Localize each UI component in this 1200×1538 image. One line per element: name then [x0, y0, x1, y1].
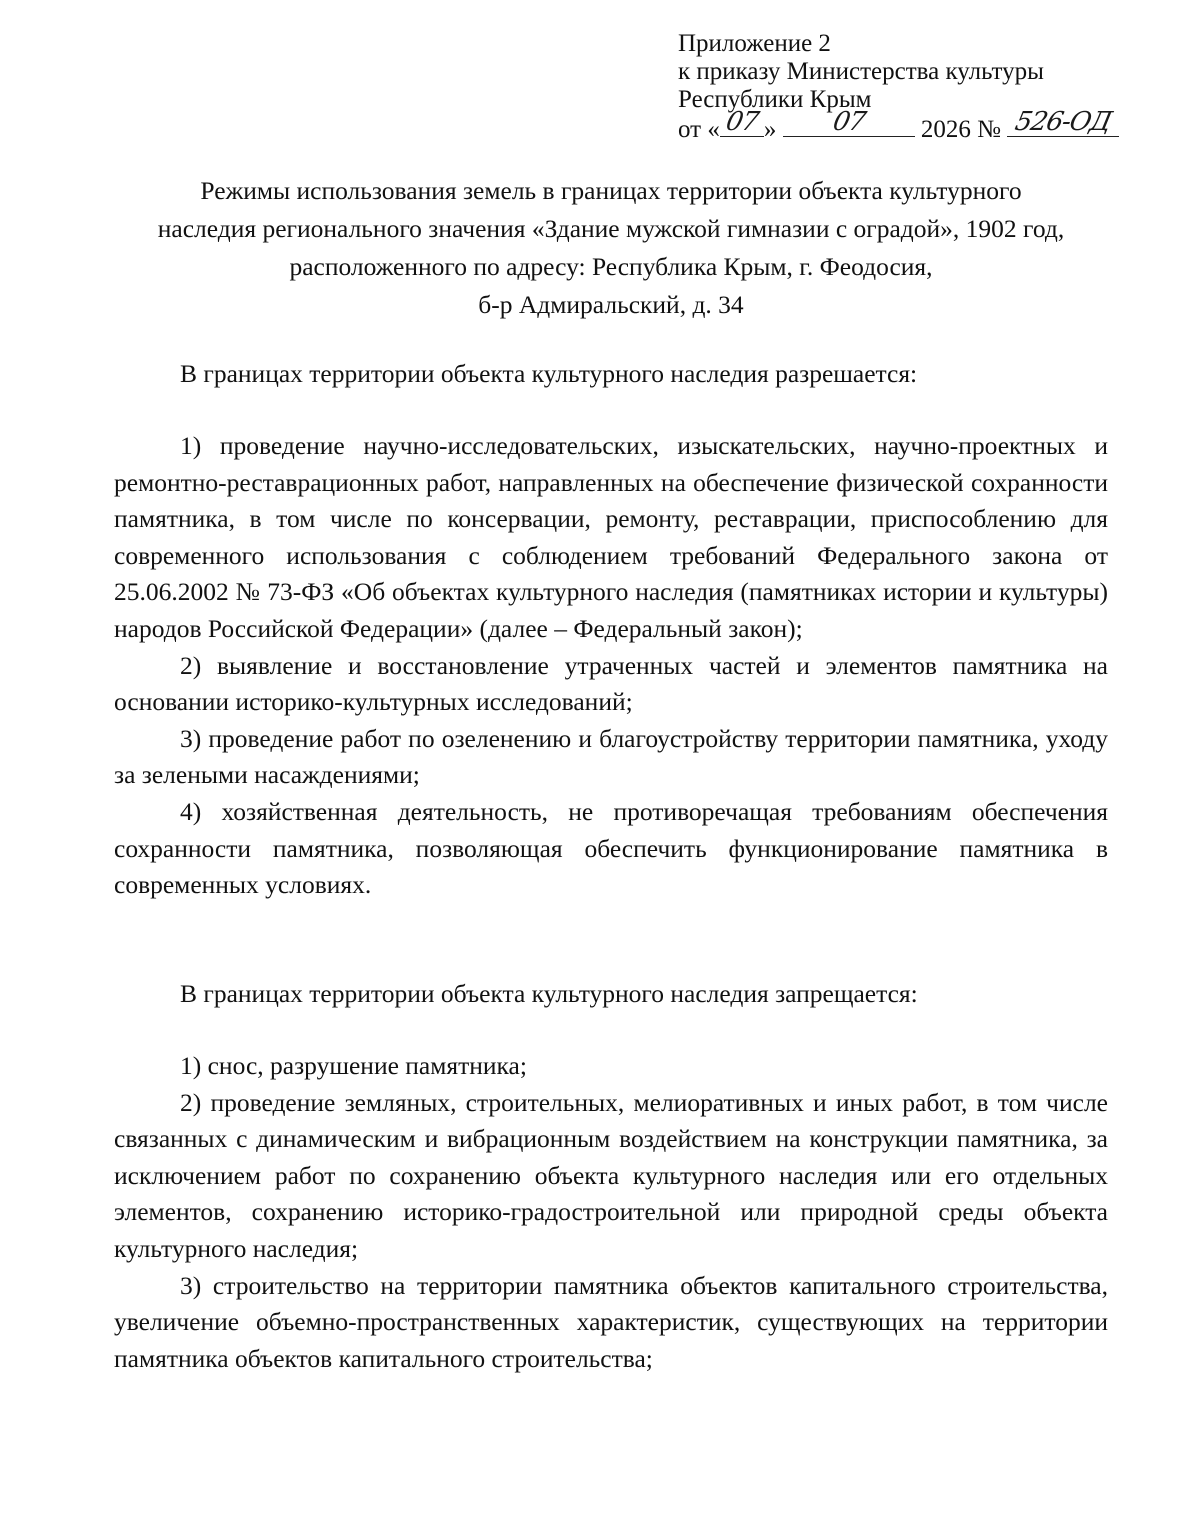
day-suffix: » [763, 116, 777, 143]
ministry-region: Республики Крым [678, 86, 872, 113]
title-line-2: наследия регионального значения «Здание мужской гимназии с оградой», 1902 год, [157, 214, 1065, 243]
forbidden-item-1: 1) снос, разрушение памятника; [180, 1051, 527, 1080]
order-reference: к приказу Министерства культуры [678, 58, 1044, 85]
appendix-label: Приложение 2 [678, 30, 831, 57]
forbidden-item-2: 2) проведение земляных, строительных, мелиоративных и иных работ, в том числе связанных с динамическим и вибрационным воздействием на конструкции памятника, за исключением работ по сохранению объекта культурного наследия или его отдельных элементов, сохранению историко-градостроительной или природной среды объекта культурного наследия; [114, 1087, 1108, 1263]
order-date-line [678, 107, 1148, 144]
allowed-list [114, 428, 1108, 904]
allowed-item-1: 1) проведение научно-исследовательских, изыскательских, научно-проектных и ремонтно-реставрационных работ, направленных на обеспечение физической сохранности памятника, в том числе по консервации, ремонту, реставрации, приспособлению для современного использования с соблюдением требований Федерального закона от 25.06.2002 № 73-ФЗ «Об объектах культурного наследия (памятниках истории и культуры) народов Российской Федерации» (далее – Федеральный закон); [114, 431, 1108, 643]
order-number-blank [1007, 107, 1119, 137]
allowed-item-4: 4) хозяйственная деятельность, не противоречащая требованиям обеспечения сохранности памятника, позволяющая обеспечить функционирование памятника в современных условиях. [114, 796, 1108, 900]
forbidden-list [114, 1048, 1108, 1377]
title-line-3: расположенного по адресу: Республика Крым, г. Феодосия, [289, 252, 933, 281]
title-line-1: Режимы использования земель в границах территории объекта культурного [200, 176, 1022, 205]
allowed-heading: В границах территории объекта культурного наследия разрешается: [180, 359, 918, 388]
allowed-item-3: 3) проведение работ по озеленению и благоустройству территории памятника, уходу за зелеными насаждениями; [114, 723, 1108, 790]
order-number-handwritten: 526-ОД [1012, 107, 1114, 137]
year-number: 2026 № [920, 116, 1001, 143]
title-line-4: б-р Адмиральский, д. 34 [478, 290, 744, 319]
document-title [114, 172, 1108, 324]
day-handwritten: 07 [723, 107, 761, 137]
forbidden-heading: В границах территории объекта культурного наследия запрещается: [180, 979, 918, 1008]
allowed-item-2: 2) выявление и восстановление утраченных частей и элементов памятника на основании историко-культурных исследований; [114, 650, 1108, 717]
month-blank [783, 107, 915, 137]
month-handwritten: 07 [829, 107, 868, 137]
day-blank [720, 107, 764, 137]
appendix-header [678, 30, 1148, 144]
forbidden-item-3: 3) строительство на территории памятника объектов капитального строительства, увеличение объемно-пространственных характеристик, существующих на территории памятника объектов капитального строительства; [114, 1270, 1108, 1373]
date-prefix: от « [678, 116, 720, 143]
